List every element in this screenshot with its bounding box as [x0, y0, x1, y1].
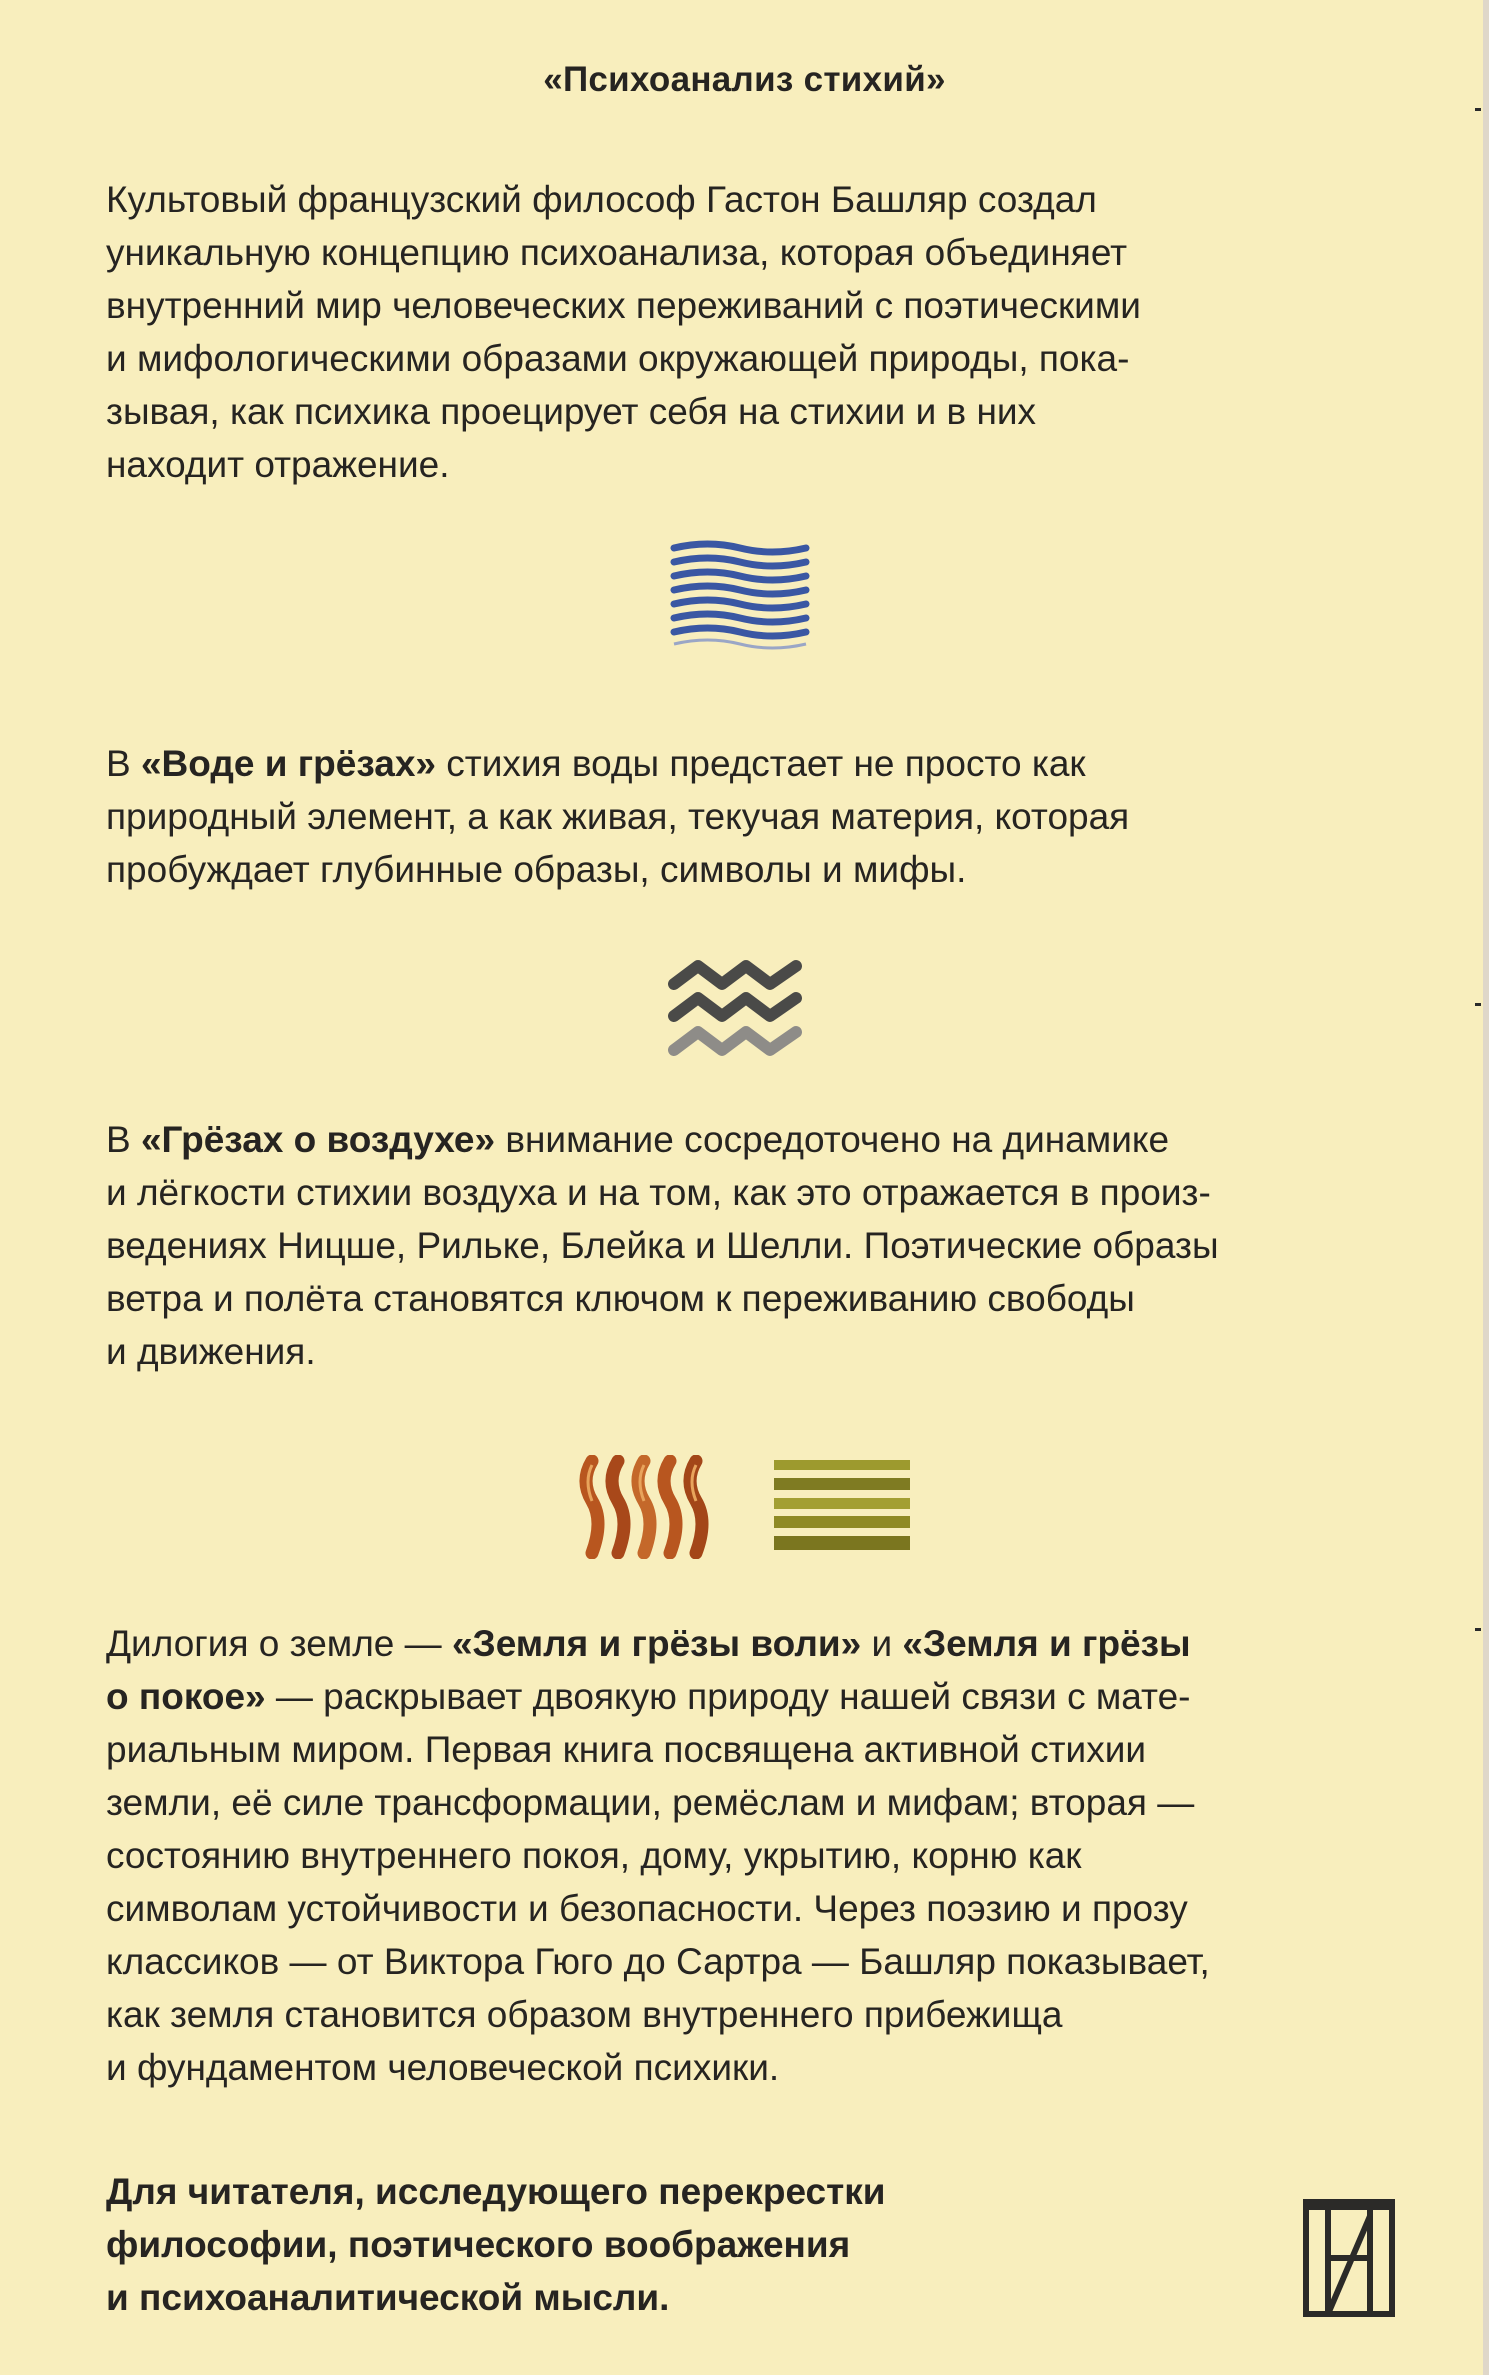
earth-line: земли, её силе трансформации, ремёслам и мифам; вторая —	[106, 1782, 1195, 1823]
intro-line: внутренний мир человеческих переживаний с поэтическими	[106, 285, 1141, 326]
air-line: ветра и полёта становятся ключом к переживанию свободы	[106, 1278, 1135, 1319]
page-title: «Психоанализ стихий»	[543, 60, 946, 99]
earth-line: и фундаментом человеческой психики.	[106, 2047, 780, 2088]
air-line: и движения.	[106, 1331, 316, 1372]
water-line: пробуждает глубинные образы, символы и мифы.	[106, 849, 967, 890]
closing-statement	[106, 2165, 886, 2324]
book-title-earth-rest-end: о покое»	[106, 1676, 266, 1717]
intro-line: зывая, как психика проецирует себя на стихии и в них	[106, 391, 1037, 432]
earth-line: риальным миром. Первая книга посвящена активной стихии	[106, 1729, 1147, 1770]
earth-line: классиков — от Виктора Гюго до Сартра — Башляр показывает,	[106, 1941, 1210, 1982]
closing-line: и психоаналитической мысли.	[106, 2277, 670, 2318]
closing-line: Для читателя, исследующего перекрестки	[106, 2171, 886, 2212]
intro-line: Культовый французский философ Гастон Башляр создал	[106, 179, 1097, 220]
air-line: В «Грёзах о воздухе» внимание сосредоточено на динамике	[106, 1119, 1170, 1160]
earth-line: как земля становится образом внутреннего прибежища	[106, 1994, 1063, 2035]
air-line: и лёгкости стихии воздуха и на том, как это отражается в произ-	[106, 1172, 1211, 1213]
air-paragraph	[106, 1113, 1416, 1378]
fire-flames-icon	[578, 1455, 726, 1559]
earth-stripes-icon	[772, 1458, 912, 1556]
earth-line: символам устойчивости и безопасности. Через поэзию и прозу	[106, 1888, 1188, 1929]
intro-line: находит отражение.	[106, 444, 450, 485]
edge-ticks	[1475, 0, 1489, 2375]
book-title-air: «Грёзах о воздухе»	[140, 1119, 496, 1160]
earth-line: о покое» — раскрывает двоякую природу нашей связи с мате-	[106, 1676, 1191, 1717]
water-line: В «Воде и грёзах» стихия воды предстает не просто как	[106, 743, 1086, 784]
air-zigzag-icon	[668, 956, 806, 1064]
publisher-logo-icon	[1300, 2196, 1398, 2320]
water-paragraph	[106, 737, 1416, 896]
closing-line: философии, поэтического воображения	[106, 2224, 851, 2265]
book-title-water: «Воде и грёзах»	[140, 743, 436, 784]
earth-line: Дилогия о земле — «Земля и грёзы воли» и «Земля и грёзы	[106, 1623, 1191, 1664]
intro-line: и мифологическими образами окружающей природы, пока-	[106, 338, 1130, 379]
earth-paragraph	[106, 1617, 1416, 2094]
water-line: природный элемент, а как живая, текучая материя, которая	[106, 796, 1130, 837]
air-line: ведениях Ницше, Рильке, Блейка и Шелли. Поэтические образы	[106, 1225, 1219, 1266]
water-waves-icon	[670, 540, 810, 652]
earth-line: состоянию внутреннего покоя, дому, укрытию, корню как	[106, 1835, 1082, 1876]
book-title-earth-rest: «Земля и грёзы	[902, 1623, 1191, 1664]
intro-paragraph	[106, 173, 1416, 491]
intro-line: уникальную концепцию психоанализа, которая объединяет	[106, 232, 1128, 273]
book-title-earth-will: «Земля и грёзы воли»	[451, 1623, 862, 1664]
